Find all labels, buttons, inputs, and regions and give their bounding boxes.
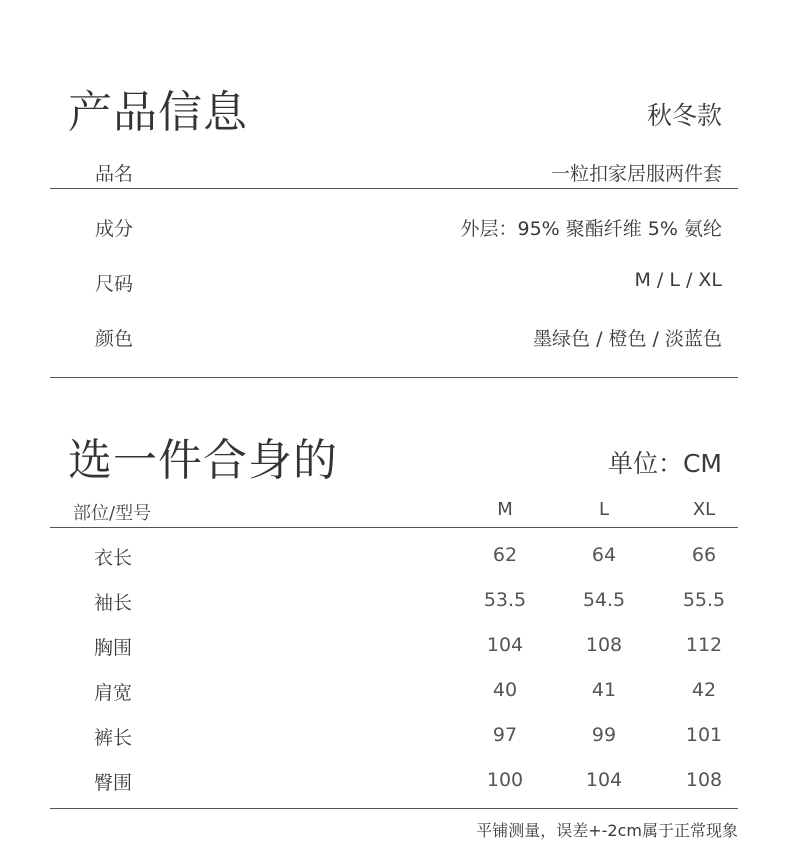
column-header-m: M — [497, 499, 513, 520]
table-row-label: 衣长 — [94, 547, 133, 569]
product-info-title: 产品信息 — [68, 87, 248, 138]
table-cell: 64 — [591, 544, 617, 566]
info-label-color: 颜色 — [95, 328, 134, 350]
info-value-size: M / L / XL — [634, 269, 722, 291]
divider — [50, 188, 738, 189]
divider — [50, 527, 738, 528]
column-header-xl: XL — [692, 499, 716, 520]
table-cell: 104 — [585, 769, 623, 791]
table-cell: 42 — [691, 679, 717, 701]
table-cell: 108 — [685, 769, 723, 791]
table-cell: 66 — [691, 544, 717, 566]
table-cell: 62 — [492, 544, 518, 566]
table-row-label: 袖长 — [94, 592, 133, 614]
table-cell: 99 — [591, 724, 617, 746]
table-cell: 104 — [486, 634, 524, 656]
info-value-name: 一粒扣家居服两件套 — [550, 163, 722, 185]
table-cell: 100 — [486, 769, 524, 791]
size-guide-title: 选一件合身的 — [68, 435, 338, 486]
measurement-note: 平铺测量，误差+-2cm属于正常现象 — [476, 821, 738, 840]
info-label-size: 尺码 — [95, 273, 134, 295]
divider — [50, 808, 738, 809]
info-value-composition: 外层：95% 聚酯纤维 5% 氨纶 — [460, 218, 722, 240]
info-label-name: 品名 — [95, 163, 134, 185]
table-cell: 40 — [492, 679, 518, 701]
table-cell: 108 — [585, 634, 623, 656]
table-row-label: 裤长 — [94, 727, 133, 749]
column-header-part: 部位/型号 — [73, 503, 152, 524]
divider — [50, 377, 738, 378]
info-label-composition: 成分 — [95, 218, 134, 240]
table-row-label: 肩宽 — [94, 682, 133, 704]
table-cell: 54.5 — [582, 589, 626, 611]
unit-label: 单位：CM — [607, 449, 722, 478]
table-row-label: 胸围 — [94, 637, 133, 659]
table-cell: 55.5 — [682, 589, 726, 611]
table-cell: 97 — [492, 724, 518, 746]
season-label: 秋冬款 — [646, 101, 722, 130]
table-cell: 101 — [685, 724, 723, 746]
column-header-l: L — [598, 499, 610, 520]
table-row-label: 臀围 — [94, 772, 133, 794]
table-cell: 112 — [685, 634, 723, 656]
table-cell: 53.5 — [483, 589, 527, 611]
info-value-color: 墨绿色 / 橙色 / 淡蓝色 — [533, 328, 722, 350]
table-cell: 41 — [591, 679, 617, 701]
